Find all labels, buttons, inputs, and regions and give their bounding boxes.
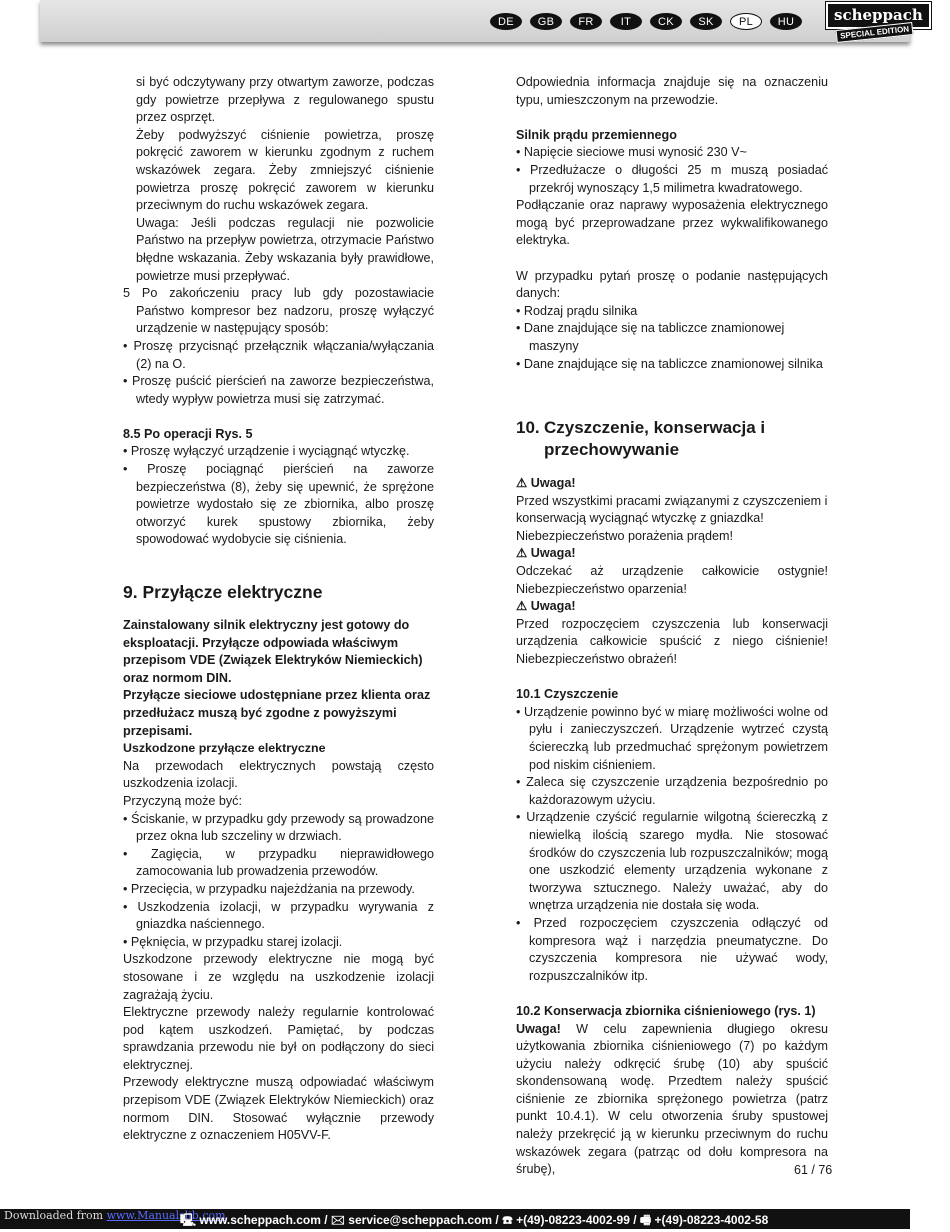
contact-line: 🖳 www.scheppach.com / 🖂 service@scheppach.com / ☎ +(49)-08223-4002-99 / 🖷 +(49)-08223-4002-58 bbox=[180, 1213, 769, 1227]
paragraph: Odpowiednia informacja znajduje się na oznaczeniu typu, umieszczonym na przewodzie. bbox=[516, 75, 828, 107]
bullet-item: • Przedłużacze o długości 25 m muszą posiadać przekrój wynoszący 1,5 milimetra kwadratowego. bbox=[516, 162, 828, 195]
warning-label: ⚠ Uwaga! bbox=[516, 476, 576, 491]
paragraph: Przewody elektryczne muszą odpowiadać właściwym przepisom VDE (Związek Elektryków Niemieckich) oraz normom DIN. Stosować wyłącznie przewody elektryczne z oznaczeniem H05VV-F. bbox=[123, 1075, 434, 1143]
subheading: Silnik prądu przemiennego bbox=[516, 127, 677, 142]
chapter-title: Czyszczenie, konserwacja i przechowywanie bbox=[544, 418, 766, 460]
bullet-item: • Zagięcia, w przypadku nieprawidłowego zamocowania lub prowadzenia przewodów. bbox=[123, 846, 434, 879]
paragraph: Na przewodach elektrycznych powstają często uszkodzenia izolacji. bbox=[123, 758, 434, 791]
page-number: 61 / 76 bbox=[794, 1163, 833, 1177]
subheading: Uszkodzone przyłącze elektryczne bbox=[123, 741, 326, 756]
section-heading: 10.1 Czyszczenie bbox=[516, 687, 619, 702]
header-bar bbox=[40, 0, 923, 42]
right-column bbox=[516, 74, 828, 1179]
note-label: Uwaga! bbox=[516, 1021, 561, 1036]
lang-ck[interactable]: CK bbox=[650, 13, 682, 30]
lang-sk[interactable]: SK bbox=[690, 13, 722, 30]
paragraph: Uszkodzone przewody elektryczne nie mogą być stosowane i ze względu na uszkodzenie izolacji zagrażają życiu. bbox=[123, 952, 434, 1002]
bullet-item: • Rodzaj prądu silnika bbox=[516, 303, 638, 318]
chapter-heading: 9. Przyłącze elektryczne bbox=[123, 582, 323, 603]
brand-logo bbox=[826, 2, 923, 41]
bold-paragraph: Przyłącze sieciowe udostępniane przez klienta oraz przedłużacz muszą być zgodne z powyższymi przepisami. bbox=[123, 688, 431, 738]
warning-text: Przed wszystkimi pracami związanymi z czyszczeniem i konserwacją wyciągnąć wtyczkę z gniazdka! Niebezpieczeństwo porażenia prądem! bbox=[516, 493, 828, 543]
lang-hu[interactable]: HU bbox=[770, 13, 802, 30]
footer-bar bbox=[0, 1209, 910, 1229]
manualslib-link[interactable]: www.Manualslib.com bbox=[106, 1209, 226, 1222]
bullet-item: • Zaleca się czyszczenie urządzenia bezpośrednio po każdorazowym użyciu. bbox=[516, 775, 828, 807]
lang-it[interactable]: IT bbox=[610, 13, 642, 30]
bullet-item: • Proszę przycisnąć przełącznik włączania/wyłączania (2) na O. bbox=[123, 338, 434, 371]
left-column bbox=[123, 74, 434, 1145]
chapter-number: 10. bbox=[516, 418, 540, 438]
bullet-item: • Ściskanie, w przypadku gdy przewody są prowadzone przez okna lub szczeliny w drzwiach. bbox=[123, 811, 434, 844]
paragraph: Elektryczne przewody należy regularnie kontrolować pod kątem uszkodzeń. Pamiętać, by podczas sprawdzania przewodu nie był on podłączony do sieci elektrycznej. bbox=[123, 1005, 434, 1072]
bullet-item: • Dane znajdujące się na tabliczce znamionowej silnika bbox=[516, 356, 823, 371]
section-heading: 10.2 Konserwacja zbiornika ciśnieniowego (rys. 1) bbox=[516, 1003, 816, 1018]
download-prefix: Downloaded from bbox=[4, 1209, 104, 1222]
paragraph: Uwaga: Jeśli podczas regulacji nie pozwolicie Państwo na przepływ powietrza, otrzymacie Państwo błędne wskazania. Żeby wskazania były prawidłowe, powietrze musi przepływać. bbox=[136, 215, 434, 283]
note-text: W celu zapewnienia długiego okresu użytkowania zbiornika ciśnieniowego (7) po każdym użyciu należy odkręcić śrubę (10) aby spuścić skondensowaną wodę. Przedtem należy spuścić ciśnienie ze zbiornika sprężonego powietrza (patrz punkt 10.4.1). W celu otworzenia śruby spustowej należy przekręcić ją w kierunku przeciwnym do ruchu wskazówek zegara (patrząc od dołu kompresora na śrubę), bbox=[516, 1021, 828, 1177]
warning-text: Odczekać aż urządzenie całkowicie ostygnie! Niebezpieczeństwo oparzenia! bbox=[516, 564, 828, 596]
bullet-item: • Uszkodzenia izolacji, w przypadku wyrywania z gniazdka naściennego. bbox=[123, 899, 434, 932]
step-item: 5 Po zakończeniu pracy lub gdy pozostawiacie Państwo kompresor bez nadzoru, proszę wyłączyć urządzenie w następujący sposób: bbox=[123, 286, 434, 336]
logo-badge: SPECIAL EDITION bbox=[836, 22, 914, 43]
chapter-heading bbox=[516, 417, 828, 461]
lang-de[interactable]: DE bbox=[490, 13, 522, 30]
bullet-item: • Urządzenie powinno być w miarę możliwości wolne od pyłu i zanieczyszczeń. Urządzenie wytrzeć czystą ściereczką lub przedmuchać sprężonym powietrzem pod niskim ciśnieniem. bbox=[516, 704, 828, 772]
lang-fr[interactable]: FR bbox=[570, 13, 602, 30]
bullet-item: • Proszę pociągnąć pierścień na zaworze bezpieczeństwa (8), żeby się upewnić, że sprężone powietrze wydostało się ze zbiornika, albo proszę otworzyć kurek spustowy zbiornika, żeby spowodować wydobycie się ciśnienia. bbox=[123, 462, 434, 547]
lang-pl[interactable]: PL bbox=[730, 13, 762, 30]
language-selector bbox=[490, 13, 802, 30]
bullet-item: • Przecięcia, w przypadku najeżdżania na przewody. bbox=[123, 881, 415, 896]
bold-paragraph: Zainstalowany silnik elektryczny jest gotowy do eksploatacji. Przyłącze odpowiada właściwym przepisom VDE (Związek Elektryków Niemieckich) oraz normom DIN. bbox=[123, 618, 423, 685]
bullet-item: • Dane znajdujące się na tabliczce znamionowej maszyny bbox=[516, 321, 785, 353]
bullet-item: • Napięcie sieciowe musi wynosić 230 V~ bbox=[516, 145, 747, 160]
paragraph: si być odczytywany przy otwartym zaworze, podczas gdy powietrze przepływa z regulowanego spustu przez osprzęt. bbox=[136, 75, 434, 125]
warning-label: ⚠ Uwaga! bbox=[516, 546, 576, 561]
bullet-item: • Urządzenie czyścić regularnie wilgotną ściereczką z niewielką ilością szarego mydła. Nie stosować środków do czyszczenia lub rozpuszczalników; mogą one uszkodzić elementy urządzenia wykonane z tworzywa sztucznego. Należy uważać, aby do wnętrza urządzenia nie dostała się woda. bbox=[516, 810, 828, 913]
bullet-item: • Przed rozpoczęciem czyszczenia odłączyć od kompresora wąż i narzędzia pneumatyczne. Do czyszczenia kompresora nie używać wody, rozpuszczalników itp. bbox=[516, 915, 828, 983]
paragraph: Podłączanie oraz naprawy wyposażenia elektrycznego mogą być przeprowadzane przez wykwalifikowanego elektryka. bbox=[516, 198, 828, 248]
bullet-item: • Proszę wyłączyć urządzenie i wyciągnąć wtyczkę. bbox=[123, 444, 410, 459]
bullet-item: • Pęknięcia, w przypadku starej izolacji. bbox=[123, 934, 343, 949]
paragraph bbox=[516, 1021, 828, 1179]
lang-gb[interactable]: GB bbox=[530, 13, 562, 30]
warning-text: Przed rozpoczęciem czyszczenia lub konserwacji urządzenia całkowicie spuścić z niego ciśnienie! Niebezpieczeństwo obrażeń! bbox=[516, 616, 828, 667]
bullet-item: • Proszę puścić pierścień na zaworze bezpieczeństwa, wtedy wypływ powietrza musi się zatrzymać. bbox=[123, 374, 434, 406]
warning-label: ⚠ Uwaga! bbox=[516, 599, 576, 614]
paragraph: Przyczyną może być: bbox=[123, 793, 242, 808]
paragraph: W przypadku pytań proszę o podanie następujących danych: bbox=[516, 268, 828, 301]
logo-wordmark: scheppach bbox=[826, 2, 931, 29]
section-heading: 8.5 Po operacji Rys. 5 bbox=[123, 426, 253, 441]
paragraph: Żeby podwyższyć ciśnienie powietrza, proszę pokręcić zaworem w kierunku zgodnym z ruchem wskazówek zegara. Żeby zmniejszyć ciśnienie powietrza proszę pokręcić zaworem w kierunku przeciwnym do ruchu wskazówek zegara. bbox=[136, 127, 434, 213]
